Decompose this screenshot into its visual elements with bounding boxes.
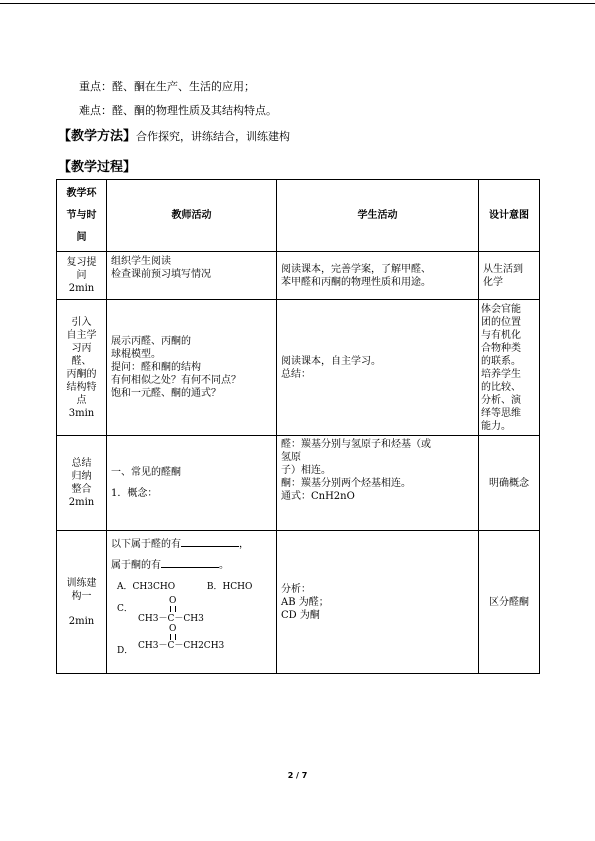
header-student: 学生活动 — [277, 180, 479, 252]
row3-student: 醛：羰基分别与氢原子和烃基（或 氢原 子）相连。 酮：羰基分别两个烃基相连。 通式：CnH2nO — [277, 436, 479, 531]
option-d: O CH3－C－CH2CH3 D． — [117, 624, 225, 656]
header-intent: 设计意图 — [479, 180, 540, 252]
option-d-formula: CH3－C－CH2CH3 — [138, 641, 225, 651]
row1-teacher: 组织学生阅读 检查课前预习填写情况 — [107, 252, 277, 300]
row4-intent: 区分醛酮 — [479, 531, 540, 674]
row3-intent: 明确概念 — [479, 436, 540, 531]
row1-student: 阅读课本，完善学案，了解甲醛、 苯甲醛和丙酮的物理性质和用途。 — [277, 252, 479, 300]
row4-teacher: 以下属于醛的有 ， 属于酮的有 。 A．CH3CHO B．HCHO C． O CH3－C－CH3 O CH3－C－CH2CH3 D． — [107, 531, 277, 674]
table-header-row — [57, 180, 540, 252]
row2-student: 阅读课本，自主学习。 总结： — [277, 300, 479, 436]
table-row — [57, 252, 540, 300]
row3-teacher: 一、常见的醛酮 1．概念： — [107, 436, 277, 531]
focus-line: 重点：醛、酮在生产、生活的应用； — [79, 80, 255, 93]
row4-student: 分析： AB 为醛； CD 为酮 — [277, 531, 479, 674]
method-section — [58, 125, 290, 144]
row2-teacher: 展示丙醛、丙酮的 球棍模型。 提问：醛和酮的结构 有何相似之处？有何不同点？ 饱和一元醛、酮的通式？ — [107, 300, 277, 436]
row1-intent: 从生活到 化学 — [479, 252, 540, 300]
row4-stage: 训练建 构一 2min — [57, 531, 107, 674]
table-row — [57, 531, 540, 674]
header-teacher: 教师活动 — [107, 180, 277, 252]
difficulty-line: 难点：醛、酮的物理性质及其结构特点。 — [79, 104, 277, 117]
row2-stage: 引入 自主学 习丙 醛、 丙酮的 结构特 点 3min — [57, 300, 107, 436]
header-stage: 教学环 节与时 间 — [57, 180, 107, 252]
table-row — [57, 300, 540, 436]
option-c: C． O CH3－C－CH3 — [117, 596, 204, 624]
row3-stage: 总结 归纳 整合 2min — [57, 436, 107, 531]
row1-stage: 复习提 问 2min — [57, 252, 107, 300]
method-heading: 【教学方法】 — [58, 129, 137, 144]
option-b: B．HCHO — [206, 582, 253, 592]
page-number: 2 / 7 — [287, 771, 308, 780]
answer-blank-ketone[interactable] — [161, 557, 219, 568]
question-ketone: 属于酮的有 — [111, 560, 161, 571]
question-aldehyde: 以下属于醛的有 — [111, 539, 181, 550]
option-c-formula: CH3－C－CH3 — [138, 614, 204, 624]
process-heading: 【教学过程】 — [58, 160, 137, 175]
row2-intent: 体会官能 团的位置 与有机化 合物种类 的联系。 培养学生 的比较、 分析、演 绎等思维 能力。 — [479, 300, 540, 436]
lesson-table — [56, 179, 540, 674]
method-text: 合作探究，讲练结合，训练建构 — [136, 130, 291, 143]
header-rule — [0, 3, 595, 4]
table-row — [57, 436, 540, 531]
option-a: A．CH3CHO — [117, 582, 176, 592]
answer-blank-aldehyde[interactable] — [181, 536, 239, 547]
